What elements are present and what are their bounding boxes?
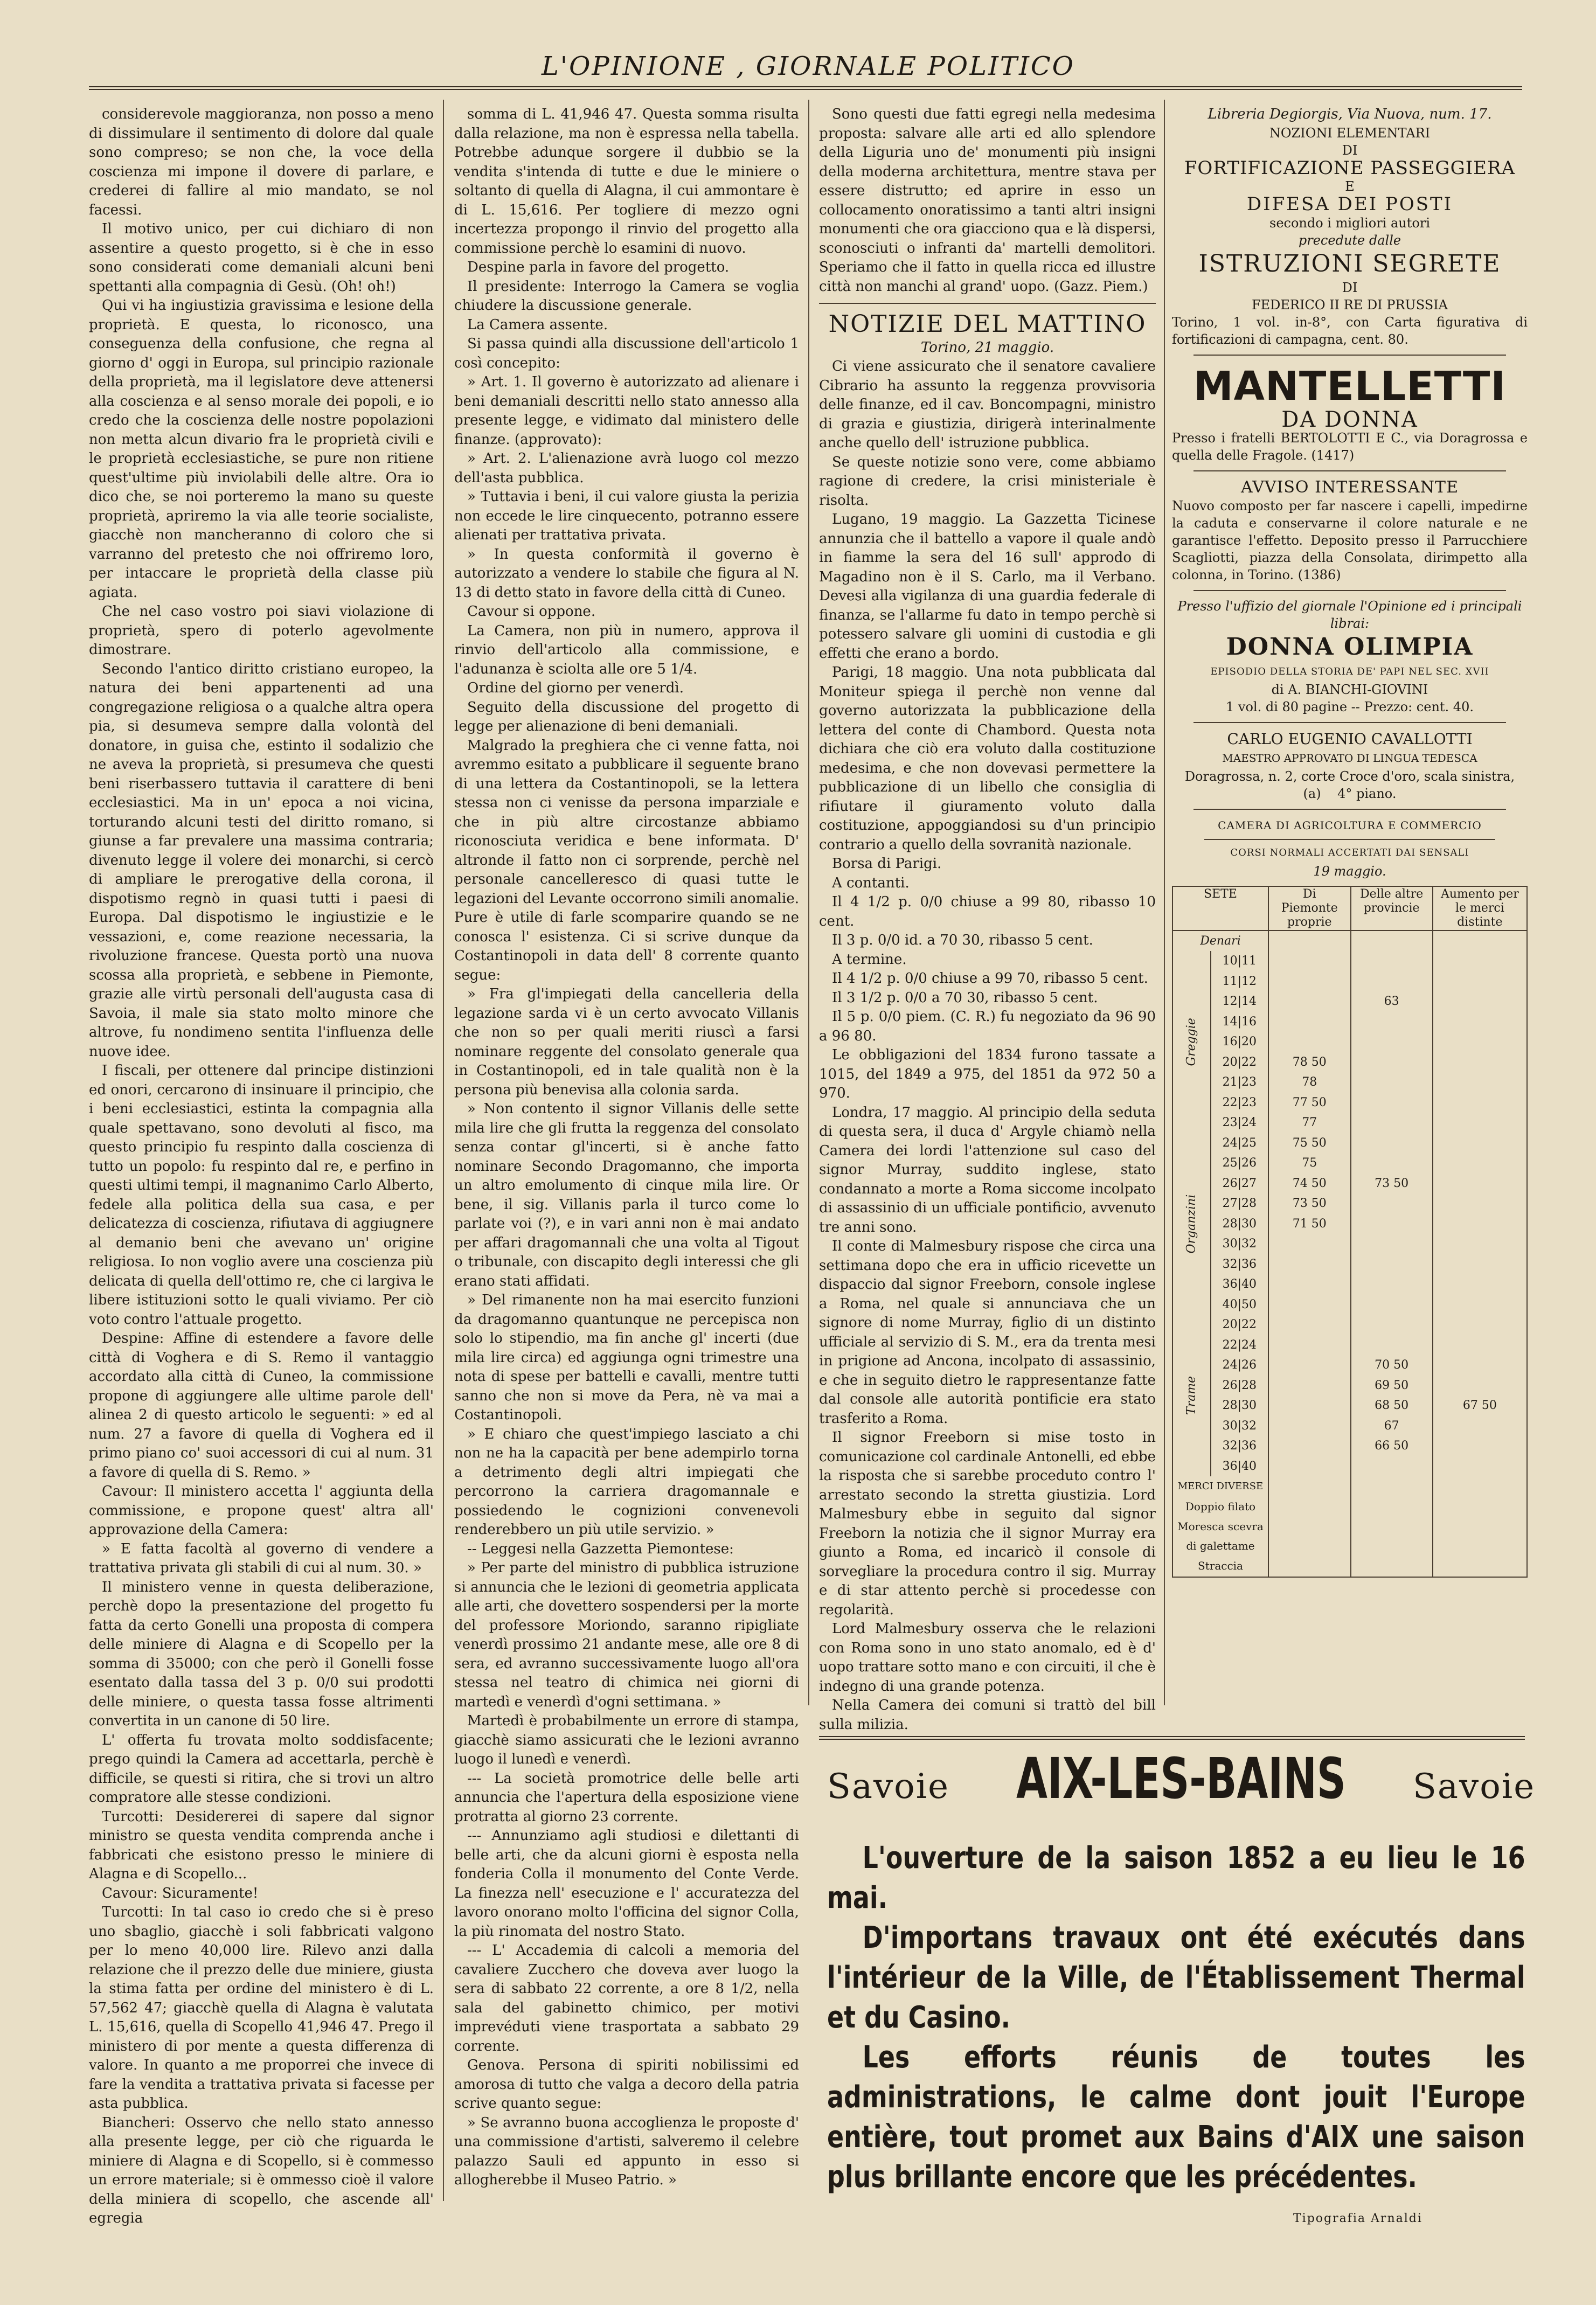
table-cell [1351, 1133, 1433, 1154]
table-cell: 25|26 [1211, 1153, 1268, 1174]
table-cell [1268, 1517, 1351, 1556]
table-cell: 27|28 [1211, 1193, 1268, 1214]
table-cell [1268, 931, 1351, 952]
aix-header [827, 1746, 1536, 1811]
table-cell [1268, 1254, 1351, 1275]
ad-number: (a) [1303, 786, 1321, 801]
table-cell: 11|12 [1211, 971, 1268, 992]
paragraph: La Camera, non più in numero, approva il rinvio dell'articolo alla commissione, e l'adunanza è sciolta alle ore 5 1/4. [454, 622, 799, 677]
table-cell: 77 50 [1268, 1093, 1351, 1113]
ad-donna-olimpia [1172, 598, 1528, 716]
table-cell [1268, 951, 1351, 971]
ad-subheading: DA DONNA [1281, 407, 1418, 432]
table-cell [1433, 1556, 1527, 1577]
paragraph: » E chiaro che quest'impiego lasciato a chi non ne ha la capacità per bene adempirlo torna a detrimento degli altri impiegati che percorrono la carriera dragomannale e possiedendo le cognizioni convenevoli renderebbero un più utile servizio. » [454, 1426, 799, 1538]
table-row [1172, 1113, 1527, 1133]
paragraph: Despine parla in favore del progetto. [467, 259, 730, 275]
paragraph: Ordine del giorno per venerdì. [467, 680, 684, 696]
table-header: Aumento per le merci distinte [1433, 886, 1527, 931]
table-cell [1433, 1456, 1527, 1477]
paragraph: Genova. Persona di spiriti nobilissimi ed amorosa di tutto che valga a decoro della patria scrive quanto segue: [454, 2057, 799, 2112]
table-row [1172, 1335, 1527, 1356]
paragraph: Il presidente: Interrogo la Camera se voglia chiudere la discussione generale. [454, 278, 799, 314]
table-cell [1433, 971, 1527, 992]
table-row [1172, 1295, 1527, 1315]
table-cell [1433, 1274, 1527, 1295]
paragraph: » Tuttavia i beni, il cui valore giusta la perizia non eccede le lire cinquecento, potranno essere alienati per trattativa privata. [454, 489, 799, 543]
table-cell: 71 50 [1268, 1214, 1351, 1234]
paragraph: Sono questi due fatti egregi nella medesima proposta: salvare alle arti ed allo splendore della Liguria uno de' monumenti più insigni della moderna architettura, mentre stava per essere distrutto; ed aprire in esso un collocamento onoratissimo a tanti altri insigni monumenti che ora giacciono qua e là dispersi, sconosciuti o infranti da' martelli demolitori. Speriamo che il fatto in quella ricca ed illustre città non manchi al grand' uopo. (Gazz. Piem.) [819, 106, 1156, 295]
table-row [1172, 1193, 1527, 1214]
paragraph: A termine. [832, 951, 907, 968]
table-cell: 14|16 [1211, 1012, 1268, 1032]
table-cell [1433, 1214, 1527, 1234]
column-divider [443, 100, 444, 2201]
ad-text: Presso i fratelli BERTOLOTTI E C., via Doragrossa e quella delle Fragole. [1172, 431, 1528, 463]
column-divider [808, 100, 809, 1705]
table-cell [1433, 1113, 1527, 1133]
table-row [1172, 1416, 1527, 1436]
ad-heading: CARLO EUGENIO CAVALLOTTI [1227, 730, 1473, 748]
paragraph: A contanti. [832, 874, 910, 891]
paragraph: » Per parte del ministro di pubblica istruzione si annuncia che le lezioni di geometria applicata alle arti, che dovettero sospendersi per la morte del professore Moriondo, saranno ripigliate venerdì prossimo 21 andante mese, alle ore 8 di sera, ed avranno successivamente luogo all'ora stessa nel teatro di chimica nei giorni di martedì e venerdì d'ogni settimana. » [454, 1560, 799, 1710]
table-cell: 32|36 [1211, 1254, 1268, 1275]
column-3-news [819, 357, 1156, 1734]
table-cell: 36|40 [1211, 1456, 1268, 1477]
market-table [1172, 886, 1528, 1578]
ad-heading: FORTIFICAZIONE PASSEGGIERA [1184, 157, 1516, 179]
table-cell: Straccia [1172, 1556, 1268, 1577]
paragraph: Il conte di Malmesbury rispose che circa una settimana dopo che era in ufficio ricevette un dispaccio dal signor Freeborn, console inglese a Roma, nel quale si annunciava che un signore di nome Murray, figlio di un distinto ufficiale al servizio di S. M., era da trenta mesi in prigione ad Ancona, incolpato di assassinio, e che in seguito dietro le rappresentanze fatte dal console alle autorità pontificie era stato trasferito a Roma. [819, 1238, 1156, 1427]
table-row [1172, 1072, 1527, 1093]
paragraph: L' offerta fu trovata molto soddisfacente; prego quindi la Camera ad accettarla, perchè è difficile, se questi si ritira, che si trovi un altro compratore alle stesse condizioni. [89, 1732, 434, 1806]
paragraph: Qui vi ha ingiustizia gravissima e lesione della proprietà. E questa, lo riconosco, una conseguenza della confusione, che regna al giorno d' oggi in Europa, sul principio razionale della proprietà, ma il legislatore deve attenersi alla coscienza e al senso morale dei popoli, e io credo che la coscienza delle nostre popolazioni non metta alcun divario fra le proprietà civili e le proprietà ecclesiastiche, se pure non ritiene quest'ultime più inviolabili delle altre. Ora io dico che, se noi porteremo la mano su queste proprietà, apriremo la via alle teorie socialiste, giacchè non mancheranno di coloro che si varranno del pretesto che noi offriremo loro, per intaccare le proprietà della classe più agiata. [89, 297, 434, 601]
table-cell [1268, 1476, 1351, 1497]
table-cell [1351, 1193, 1433, 1214]
table-cell [1433, 1416, 1527, 1436]
table-cell: 21|23 [1211, 1072, 1268, 1093]
ad-cavallotti [1172, 730, 1528, 802]
table-row [1172, 1012, 1527, 1032]
paragraph: --- L' Accademia di calcoli a memoria del cavaliere Zucchero che doveva aver luogo la sera di sabbato 22 corrente, a ore 8 1/2, nella sala del gabinetto chimico, per motivi imprevéduti viene trasportata a sabbato 29 corrente. [454, 1942, 799, 2054]
table-cell: 78 50 [1268, 1052, 1351, 1073]
table-row [1172, 1234, 1527, 1254]
table-cell: Doppio filato [1172, 1497, 1268, 1517]
table-cell [1351, 1274, 1433, 1295]
table-cell [1268, 1497, 1351, 1517]
column-divider [1164, 100, 1165, 1705]
table-cell [1351, 1315, 1433, 1335]
table-cell [1268, 1416, 1351, 1436]
column-1 [89, 105, 434, 2226]
table-cell [1433, 1072, 1527, 1093]
ad-heading: MANTELLETTI [1193, 363, 1506, 409]
table-cell [1268, 1456, 1351, 1477]
paragraph: Borsa di Parigi. [832, 856, 942, 872]
table-cell: 68 50 [1351, 1396, 1433, 1416]
table-cell [1268, 971, 1351, 992]
table-row [1172, 1355, 1527, 1376]
paragraph: Il signor Freeborn si mise tosto in comunicazione col cardinale Antonelli, ed ebbe la risposta che si sarebbe proceduto contro l' arrestato secondo la stretta giustizia. Lord Malmesbury ebbe in seguito dal signor Freeborn la notizia che il signor Murray era giunto a Roma, ed incaricò il console di sorvegliare la procedura contro il sig. Murray e di star attento perchè si procedesse con regolarità. [819, 1429, 1156, 1618]
ad-heading: ISTRUZIONI SEGRETE [1198, 249, 1501, 277]
table-cell [1351, 931, 1433, 952]
table-cell: 30|32 [1211, 1416, 1268, 1436]
ad-text: Nuovo composto per far nascere i capelli, impedirne la caduta e conservarne il colore naturale e ne garantisce l'effetto. Deposito presso il Parrucchiere Scagliotti, piazza della Consolata, dirimpetto alla colonna, in Torino. [1172, 498, 1528, 582]
paragraph: Il 4 1/2 p. 0/0 chiuse a 99 80, ribasso 10 cent. [819, 894, 1156, 929]
table-cell [1433, 1052, 1527, 1073]
table-cell [1268, 991, 1351, 1012]
paragraph: » Art. 1. Il governo è autorizzato ad alienare i beni demaniali descritti nello stato annesso alla presente legge, e vidimato dal ministero delle finanze. (approvato): [454, 374, 799, 448]
ad-floor: 4° piano. [1337, 786, 1397, 801]
table-row [1172, 1254, 1527, 1275]
paragraph: » E fatta facoltà al governo di vendere a trattativa privata gli stabili di cui al num. 30. » [89, 1540, 434, 1576]
ad-avviso [1172, 478, 1528, 584]
imprint: Tipografia Arnaldi [1293, 2212, 1422, 2225]
paragraph: Cavour: Il ministero accetta l' aggiunta della commissione, e propone quest' altra all' approvazione della Camera: [89, 1483, 434, 1538]
table-cell [1433, 1436, 1527, 1456]
ad-heading: AVVISO INTERESSANTE [1241, 478, 1459, 497]
ad-publisher: Libreria Degiorgis, Via Nuova, num. 17. [1208, 106, 1492, 122]
table-row [1172, 1456, 1527, 1477]
group-label: Organzini [1172, 1133, 1211, 1315]
table-cell: 73 50 [1351, 1174, 1433, 1194]
aix-title: AIX-LES-BAINS [1016, 1746, 1346, 1811]
table-row [1172, 1093, 1527, 1113]
paragraph: Il 4 1/2 p. 0/0 chiuse a 99 70, ribasso 5 cent. [832, 970, 1148, 987]
ad-heading: DONNA OLIMPIA [1226, 633, 1474, 661]
table-cell [1268, 1335, 1351, 1356]
table-cell [1268, 1556, 1351, 1577]
table-row [1172, 1436, 1527, 1456]
paragraph: Turcotti: In tal caso io credo che si è preso uno sbaglio, giacchè i soli fabbricati valgono per lo meno 40,000 lire. Rilevo anzi dalla relazione che il prezzo delle due miniere, giusta la stima fatta per ordine del ministero è di L. 57,562 47; giacchè quella di Alagna è valutata L. 15,616, quella di Scopello 41,946 47. Prego il ministero di por mente a questa differenza di valore. In quanto a me proporrei che invece di fare la vendita a trattativa privata si facesse per asta pubblica. [89, 1904, 434, 2112]
paragraph: Il motivo unico, per cui dichiaro di non assentire a questo progetto, si è che in esso sono considerati come demaniali alcuni beni spettanti alla compagnia di Gesù. (Oh! oh!) [89, 221, 434, 295]
table-cell: 75 [1268, 1153, 1351, 1174]
masthead: L'OPINIONE , GIORNALE POLITICO [542, 51, 1075, 81]
table-header: SETE [1172, 886, 1268, 931]
table-cell: 16|20 [1211, 1032, 1268, 1052]
table-row [1172, 991, 1527, 1012]
table-header: Delle altre provincie [1351, 886, 1433, 931]
table-cell: 24|26 [1211, 1355, 1268, 1376]
table-cell [1351, 971, 1433, 992]
table-cell [1433, 1133, 1527, 1154]
table-cell [1433, 1315, 1527, 1335]
table-cell: 10|11 [1211, 951, 1268, 971]
masthead-rule [89, 86, 1522, 90]
paragraph: considerevole maggioranza, non posso a meno di dissimulare il sentimento di dolore dal quale sono compreso; se non che, la voce della coscienza mi impone il dovere di parlare, e crederei di fallire al mio mandato, se nol facessi. [89, 106, 434, 218]
ad-mantelletti [1172, 362, 1528, 464]
paragraph: --- La società promotrice delle belle arti annuncia che l'apertura della esposizione viene protratta al giorno 23 corrente. [454, 1770, 799, 1825]
table-cell: 66 50 [1351, 1436, 1433, 1456]
table-cell: 70 50 [1351, 1355, 1433, 1376]
paragraph: Cavour: Sicuramente! [102, 1885, 259, 1901]
paragraph: Martedì è probabilmente un errore di stampa, giacchè siamo assicurati che le lezioni avranno luogo il lunedì e venerdì. [454, 1713, 799, 1767]
ad-line: secondo i migliori autori [1269, 215, 1430, 231]
paragraph: Il 5 p. 0/0 piem. (C. R.) fu negoziato da 96 90 a 96 80. [819, 1009, 1156, 1044]
table-cell [1351, 1153, 1433, 1174]
table-cell [1268, 1376, 1351, 1396]
table-cell [1433, 931, 1527, 952]
table-cell: 36|40 [1211, 1274, 1268, 1295]
market-title: CAMERA DI AGRICOLTURA E COMMERCIO [1218, 819, 1482, 832]
paragraph: Il 3 p. 0/0 id. a 70 30, ribasso 5 cent. [832, 932, 1093, 948]
table-cell [1268, 1274, 1351, 1295]
table-row [1172, 1214, 1527, 1234]
table-cell: 24|25 [1211, 1133, 1268, 1154]
table-cell [1433, 1376, 1527, 1396]
table-cell: 26|28 [1211, 1376, 1268, 1396]
table-cell [1433, 1093, 1527, 1113]
ad-line: Doragrossa, n. 2, corte Croce d'oro, scala sinistra, [1184, 769, 1515, 784]
paragraph: Nella Camera dei comuni si trattò del bill sulla milizia. [819, 1697, 1156, 1733]
group-label: Greggie [1172, 951, 1211, 1133]
table-header: Di Piemonte proprie [1268, 886, 1351, 931]
ad-line: MAESTRO APPROVATO DI LINGUA TEDESCA [1222, 751, 1477, 765]
aix-rule [819, 1736, 1525, 1740]
paragraph: Si passa quindi alla discussione dell'articolo 1 così concepito: [454, 336, 799, 371]
aix-paragraph: Les efforts réunis de toutes les administrations, le calme dont jouit l'Europe entière, tout promet aux Bains d'AIX une saison plus brillante encore que les précédentes. [827, 2040, 1525, 2195]
ad-line: FEDERICO II RE DI PRUSSIA [1251, 297, 1448, 313]
table-cell [1351, 1254, 1433, 1275]
paragraph: Turcotti: Desidererei di sapere dal signor ministro se questa vendita comprenda anche i fabbricati che esistono presso le miniere di Alagna e di Scopello... [89, 1808, 434, 1882]
paragraph: » Se avranno buona accoglienza le proposte d' una commissione d'artisti, salveremo il celebre palazzo Sauli ed appunto in esso si allogherebbe il Museo Patrio. » [454, 2114, 799, 2188]
ad-line: DI [1342, 142, 1358, 158]
market-report [1172, 816, 1528, 1578]
table-cell [1433, 1032, 1527, 1052]
table-cell [1433, 991, 1527, 1012]
table-row [1172, 1174, 1527, 1194]
paragraph: Parigi, 18 maggio. Una nota pubblicata dal Moniteur spiega il perchè non venne dal governo autorizzata la pubblicazione della lettera del conte di Chambord. Questa nota dichiara che ciò era voluto dalla costituzione medesima, e che non dovevasi permettere la pubblicazione di un libello che consiglia di rifiutare il giuramento voluto dalla costituzione, appoggiandosi su d'un principio contrario a quello della sovranità nazionale. [819, 664, 1156, 853]
ad-line: 1 vol. di 80 pagine -- Prezzo: cent. 40. [1226, 699, 1474, 714]
table-cell [1351, 1052, 1433, 1073]
paragraph: Biancheri: Osservo che nello stato annesso alla presente legge, per ciò che riguarda le miniere di Alagna e di Scopello, si è commesso un errore materiale; si è ommesso cioè il valore della miniera di scopello, che ascende all' egregia [89, 2114, 434, 2226]
table-cell [1351, 951, 1433, 971]
paragraph: Ci viene assicurato che il senatore cavaliere Cibrario ha assunto la reggenza provvisoria delle finanze, ed il cav. Boncompagni, ministro di grazia e giustizia, dirigerà interinalmente anche quello dell' istruzione pubblica. [819, 358, 1156, 451]
divider [1193, 722, 1506, 723]
aix-advert [827, 1746, 1536, 2197]
divider [1193, 590, 1506, 591]
market-date: 19 maggio. [1313, 864, 1386, 879]
section-title: NOTIZIE DEL MATTINO [828, 310, 1147, 338]
table-cell: 67 [1351, 1416, 1433, 1436]
table-cell [1433, 1153, 1527, 1174]
ad-intro: Presso l'uffizio del giornale l'Opinione ed i principali librai: [1177, 598, 1522, 631]
divider [1193, 809, 1506, 810]
table-cell [1433, 1476, 1527, 1497]
table-cell: 30|32 [1211, 1234, 1268, 1254]
divider [1204, 839, 1495, 840]
divider [1193, 470, 1506, 471]
paragraph: La Camera assente. [467, 316, 608, 333]
table-cell: 63 [1351, 991, 1433, 1012]
table-cell: 69 50 [1351, 1376, 1433, 1396]
table-row [1172, 1032, 1527, 1052]
table-cell [1351, 1295, 1433, 1315]
paragraph: Le obbligazioni del 1834 furono tassate a 1015, del 1849 a 975, del 1851 da 972 50 a 970. [819, 1047, 1156, 1101]
ad-fortificazione [1172, 105, 1528, 348]
table-cell: 26|27 [1211, 1174, 1268, 1194]
table-cell [1351, 1093, 1433, 1113]
aix-right-word: Savoie [1413, 1767, 1536, 1807]
column-3 [819, 105, 1156, 1733]
ad-body [1172, 497, 1528, 584]
ad-line: precedute dalle [1298, 232, 1401, 248]
table-cell: 32|36 [1211, 1436, 1268, 1456]
paragraph: Che nel caso vostro poi siavi violazione di proprietà, spero di poterlo agevolmente dimostrare. [89, 603, 434, 658]
column-2 [454, 105, 799, 2217]
table-cell: 28|30 [1211, 1214, 1268, 1234]
aix-paragraph: D'importans travaux ont été exécutés dans l'intérieur de la Ville, de l'Établissement Thermal et du Casino. [827, 1920, 1525, 2035]
table-cell: 78 [1268, 1072, 1351, 1093]
table-cell: MERCI DIVERSE [1172, 1476, 1268, 1497]
table-cell [1268, 1436, 1351, 1456]
paragraph: I fiscali, per ottenere dal principe distinzioni ed onori, cercarono di insinuare il principio, che i beni ecclesiastici, estinta la compagnia alla quale spettavano, sono devoluti al fisco, ma questo principio fu respinto dalla coscienza di tutto un popolo: fu respinto dal re, e perfino in questi ultimi tempi, il magnanimo Carlo Alberto, fedele alla politica della sua casa, e per delicatezza di coscienza, rifiutava di aggiugnere al demanio beni che avevano un' origine religiosa. Io non voglio avere una coscienza più delicata di quella dell'ottimo re, che ci largiva le libere istituzioni sotto le quali viviamo. Per ciò voto contro l'attuale progetto. [89, 1063, 434, 1328]
ad-number: (1386) [1297, 567, 1341, 582]
paragraph: somma di L. 41,946 47. Questa somma risulta dalla relazione, ma non è espressa nella tabella. Potrebbe adunque sorgere il dubbio se la vendita s'intenda di tutte e due le miniere o soltanto di quella di Alagna, il cui ammontare è di L. 15,616. Per togliere di mezzo ogni incertezza propongo il rinvio del progetto alla commissione perchè lo esamini di nuovo. [454, 106, 799, 256]
table-cell: 23|24 [1211, 1113, 1268, 1133]
column-4-ads [1172, 105, 1528, 1711]
table-row [1172, 1133, 1527, 1154]
market-subtitle: CORSI NORMALI ACCERTATI DAI SENSALI [1230, 846, 1469, 858]
table-cell [1433, 1193, 1527, 1214]
table-row [1172, 1274, 1527, 1295]
table-cell [1433, 1517, 1527, 1556]
ad-line: DI [1342, 280, 1358, 295]
table-cell [1433, 1335, 1527, 1356]
ad-heading: DIFESA DEI POSTI [1246, 193, 1453, 215]
paragraph: Londra, 17 maggio. Al principio della seduta di questa sera, il duca d' Argyle chiamò nella Camera dei lordi l'attenzione sul caso del signor Murray, suddito inglese, stato condannato a morte a Roma siccome incolpato di assassinio di un ufficiale pontificio, avvenuto tre anni sono. [819, 1104, 1156, 1235]
table-cell: 22|23 [1211, 1093, 1268, 1113]
paragraph: Il ministero venne in questa deliberazione, perchè dopo la presentazione del progetto fu fatta da certo Gonelli una proposta di compera delle miniere di Alagna e di Scopello per la somma di 35000; con che però il Gonelli fosse esentato dalla tassa del 3 p. 0/0 sui prodotti delle miniere, o questa tassa fosse altrimenti convertita in un canone di 50 lire. [89, 1579, 434, 1729]
table-cell [1351, 1234, 1433, 1254]
ad-body [1172, 429, 1528, 464]
ad-line: E [1345, 179, 1355, 194]
divider [819, 303, 1156, 304]
table-row [1172, 1396, 1527, 1416]
paragraph: » Non contento il signor Villanis delle sette mila lire che gli frutta la reggenza del consolato senza contar gl'incerti, si è anche fatto nominare Secondo Dragomanno, che importa un altro emolumento di cinque mila lire. Or bene, il sig. Villanis parla il turco come lo parlate voi (?), e in vari anni non è mai andato per affari dragomannali che una volta al Tigout o tribunale, con discapito degli interessi che gli erano stati affidati. [454, 1101, 799, 1289]
ad-line: Torino, 1 vol. in-8°, con Carta figurativa di fortificazioni di campagna, cent. 80. [1172, 314, 1528, 347]
paragraph: Seguito della discussione del progetto di legge per alienazione di beni demaniali. [454, 699, 799, 734]
table-cell [1433, 1012, 1527, 1032]
paragraph: Despine: Affine di estendere a favore delle città di Voghera e di S. Remo il vantaggio accordato alla città di Cuneo, la commissione propone di aggiungere alle ultime parole dell' alinea 2 di questo articolo le seguenti: » ed al num. 27 a favore di quella di Voghera ed il primo piano co' suoi accessori di cui al num. 31 a favore di quella di S. Remo. » [89, 1330, 434, 1481]
table-cell [1351, 1456, 1433, 1477]
table-cell [1351, 1113, 1433, 1133]
table-cell [1351, 1476, 1433, 1497]
table-cell [1268, 1012, 1351, 1032]
aix-body [827, 1838, 1525, 2197]
table-cell: 20|22 [1211, 1315, 1268, 1335]
table-cell [1351, 1335, 1433, 1356]
table-cell [1351, 1012, 1433, 1032]
table-cell [1351, 1032, 1433, 1052]
table-cell [1268, 1396, 1351, 1416]
aix-left-word: Savoie [827, 1767, 950, 1807]
paragraph: Lugano, 19 maggio. La Gazzetta Ticinese annunzia che il battello a vapore il quale andò in fiamme la sera del 16 sull' approdo di Magadino non è il S. Carlo, ma il Verbano. Devesi alla vigilanza di una guardia federale di finanza, se l'allarme fu dato in tempo perchè si potessero salvare gli uomini di custodia e gli effetti che erano a bordo. [819, 511, 1156, 662]
ad-line: EPISODIO DELLA STORIA DE' PAPI NEL SEC. XVII [1210, 665, 1489, 677]
table-cell [1268, 1295, 1351, 1315]
ad-line: NOZIONI ELEMENTARI [1269, 125, 1431, 141]
table-cell [1351, 1214, 1433, 1234]
table-cell [1433, 1497, 1527, 1517]
table-cell: 77 [1268, 1113, 1351, 1133]
paragraph: Secondo l'antico diritto cristiano europeo, la natura dei beni appartenenti ad una congregazione religiosa o a qualche altra opera pia, si desumeva sempre dalla volontà del donatore, in guisa che, estinto il sodalizio che ne aveva la proprietà, si presumeva che questi beni riserbassero tuttavia il carattere di beni ecclesiastici. Ma in un' epoca a noi vicina, torturando alcuni testi del diritto romano, si giunse a far prevalere una massima contraria; divenuto legge il volere dei monarchi, si cercò di ampliare le prerogative della corona, il dispotismo regnò in quasi tutti i paesi di Europa. Dal dispotismo le ingiustizie e le vessazioni, e, come reazione necessaria, la rivoluzione francese. Questa portò una nuova scossa alla proprietà, e sebbene in Piemonte, grazie alle virtù personali dell'augusta casa di Savoia, il male sia stato molto minore che altrove, fu nondimeno sentita l'influenza delle nuove idee. [89, 661, 434, 1060]
aix-paragraph: L'ouverture de la saison 1852 a eu lieu le 16 mai. [827, 1841, 1525, 1915]
table-cell [1433, 1295, 1527, 1315]
table-cell [1433, 1254, 1527, 1275]
ad-line [1172, 785, 1528, 802]
table-cell [1433, 951, 1527, 971]
table-cell: 28|30 [1211, 1396, 1268, 1416]
table-cell: 12|14 [1211, 991, 1268, 1012]
table-cell [1268, 1355, 1351, 1376]
table-cell: Moresca scevra di galettame [1172, 1517, 1268, 1556]
table-row [1172, 951, 1527, 971]
table-cell [1433, 1234, 1527, 1254]
paragraph: » In questa conformità il governo è autorizzato a vendere lo stabile che figura al N. 13 di detto stato in favore della città di Cuneo. [454, 546, 799, 601]
table-row [1172, 971, 1527, 992]
table-cell: 20|22 [1211, 1052, 1268, 1073]
table-row [1172, 1153, 1527, 1174]
table-cell [1268, 1234, 1351, 1254]
column-3-intro [819, 105, 1156, 296]
table-cell: 67 50 [1433, 1396, 1527, 1416]
paragraph: Cavour si oppone. [467, 603, 596, 620]
dateline: Torino, 21 maggio. [920, 339, 1054, 356]
table-cell: Denari [1172, 931, 1268, 952]
divider [1193, 355, 1506, 356]
table-cell [1351, 1556, 1433, 1577]
table-cell [1351, 1517, 1433, 1556]
table-cell [1268, 1315, 1351, 1335]
paragraph: » Art. 2. L'alienazione avrà luogo col mezzo dell'asta pubblica. [454, 450, 799, 486]
table-cell: 40|50 [1211, 1295, 1268, 1315]
table-row [1172, 1052, 1527, 1073]
paragraph: --- Annunziamo agli studiosi e dilettanti di belle arti, che da alcuni giorni è esposta nella fonderia Colla il monumento del Conte Verde. La finezza nell' esecuzione e l' accuratezza del lavoro onorano molto l'officina del signor Colla, la più rinomata del nostro Stato. [454, 1828, 799, 1940]
paragraph: » Fra gl'impiegati della cancelleria della legazione sarda vi è un certo avvocato Villanis che non so per quali meriti riuscì a farsi nominare reggente del consolato generale qua in Costantinopoli, ed in tale qualità non è la persona più benevisa alla colonia sarda. [454, 986, 799, 1098]
paragraph: -- Leggesi nella Gazzetta Piemontese: [467, 1540, 734, 1557]
table-cell [1351, 1072, 1433, 1093]
paragraph: » Del rimanente non ha mai esercito funzioni da dragomanno quantunque ne percepisca non solo lo stipendio, ma fin anche gl' incerti (due mila lire circa) ed aggiunga ogni trimestre una nota di spese per battelli e cavalli, mentre tutti sanno che non si move da Pera, nè va mai a Costantinopoli. [454, 1292, 799, 1423]
ad-line: di A. BIANCHI-GIOVINI [1271, 682, 1428, 697]
table-cell [1268, 1032, 1351, 1052]
table-cell [1433, 1174, 1527, 1194]
paragraph: Il 3 1/2 p. 0/0 a 70 30, ribasso 5 cent. [832, 989, 1098, 1006]
table-cell: 73 50 [1268, 1193, 1351, 1214]
table-row [1172, 1315, 1527, 1335]
paragraph: Se queste notizie sono vere, come abbiamo ragione di credere, la crisi ministeriale è risolta. [819, 454, 1156, 509]
table-cell [1351, 1497, 1433, 1517]
table-cell: 74 50 [1268, 1174, 1351, 1194]
table-row [1172, 1376, 1527, 1396]
paragraph: Malgrado la preghiera che ci venne fatta, noi avremmo esitato a pubblicare il seguente brano di una lettera da Costantinopoli, se la lettera stessa non ci venisse da persona imparziale e che in più altre circostanze abbiamo riconosciuta veridica e bene informata. D' altronde il fatto non ci sorprende, perchè nel personale cancelleresco di quasi tutte le legazioni del Levante occorrono simili anomalie. Pure è utile di farle scomparire quando se ne conosca l' esistenza. Ci si scrive dunque da Costantinopoli in data dell' 8 corrente quanto segue: [454, 737, 799, 983]
paragraph: Lord Malmesbury osserva che le relazioni con Roma sono in uno stato anomalo, ed è d' uopo trattare sotto mano e con circuiti, il che è indegno di una grande potenza. [819, 1621, 1156, 1695]
table-cell [1433, 1355, 1527, 1376]
table-cell: 75 50 [1268, 1133, 1351, 1154]
group-label: Trame [1172, 1315, 1211, 1476]
ad-number: (1417) [1311, 448, 1355, 463]
table-cell: 22|24 [1211, 1335, 1268, 1356]
